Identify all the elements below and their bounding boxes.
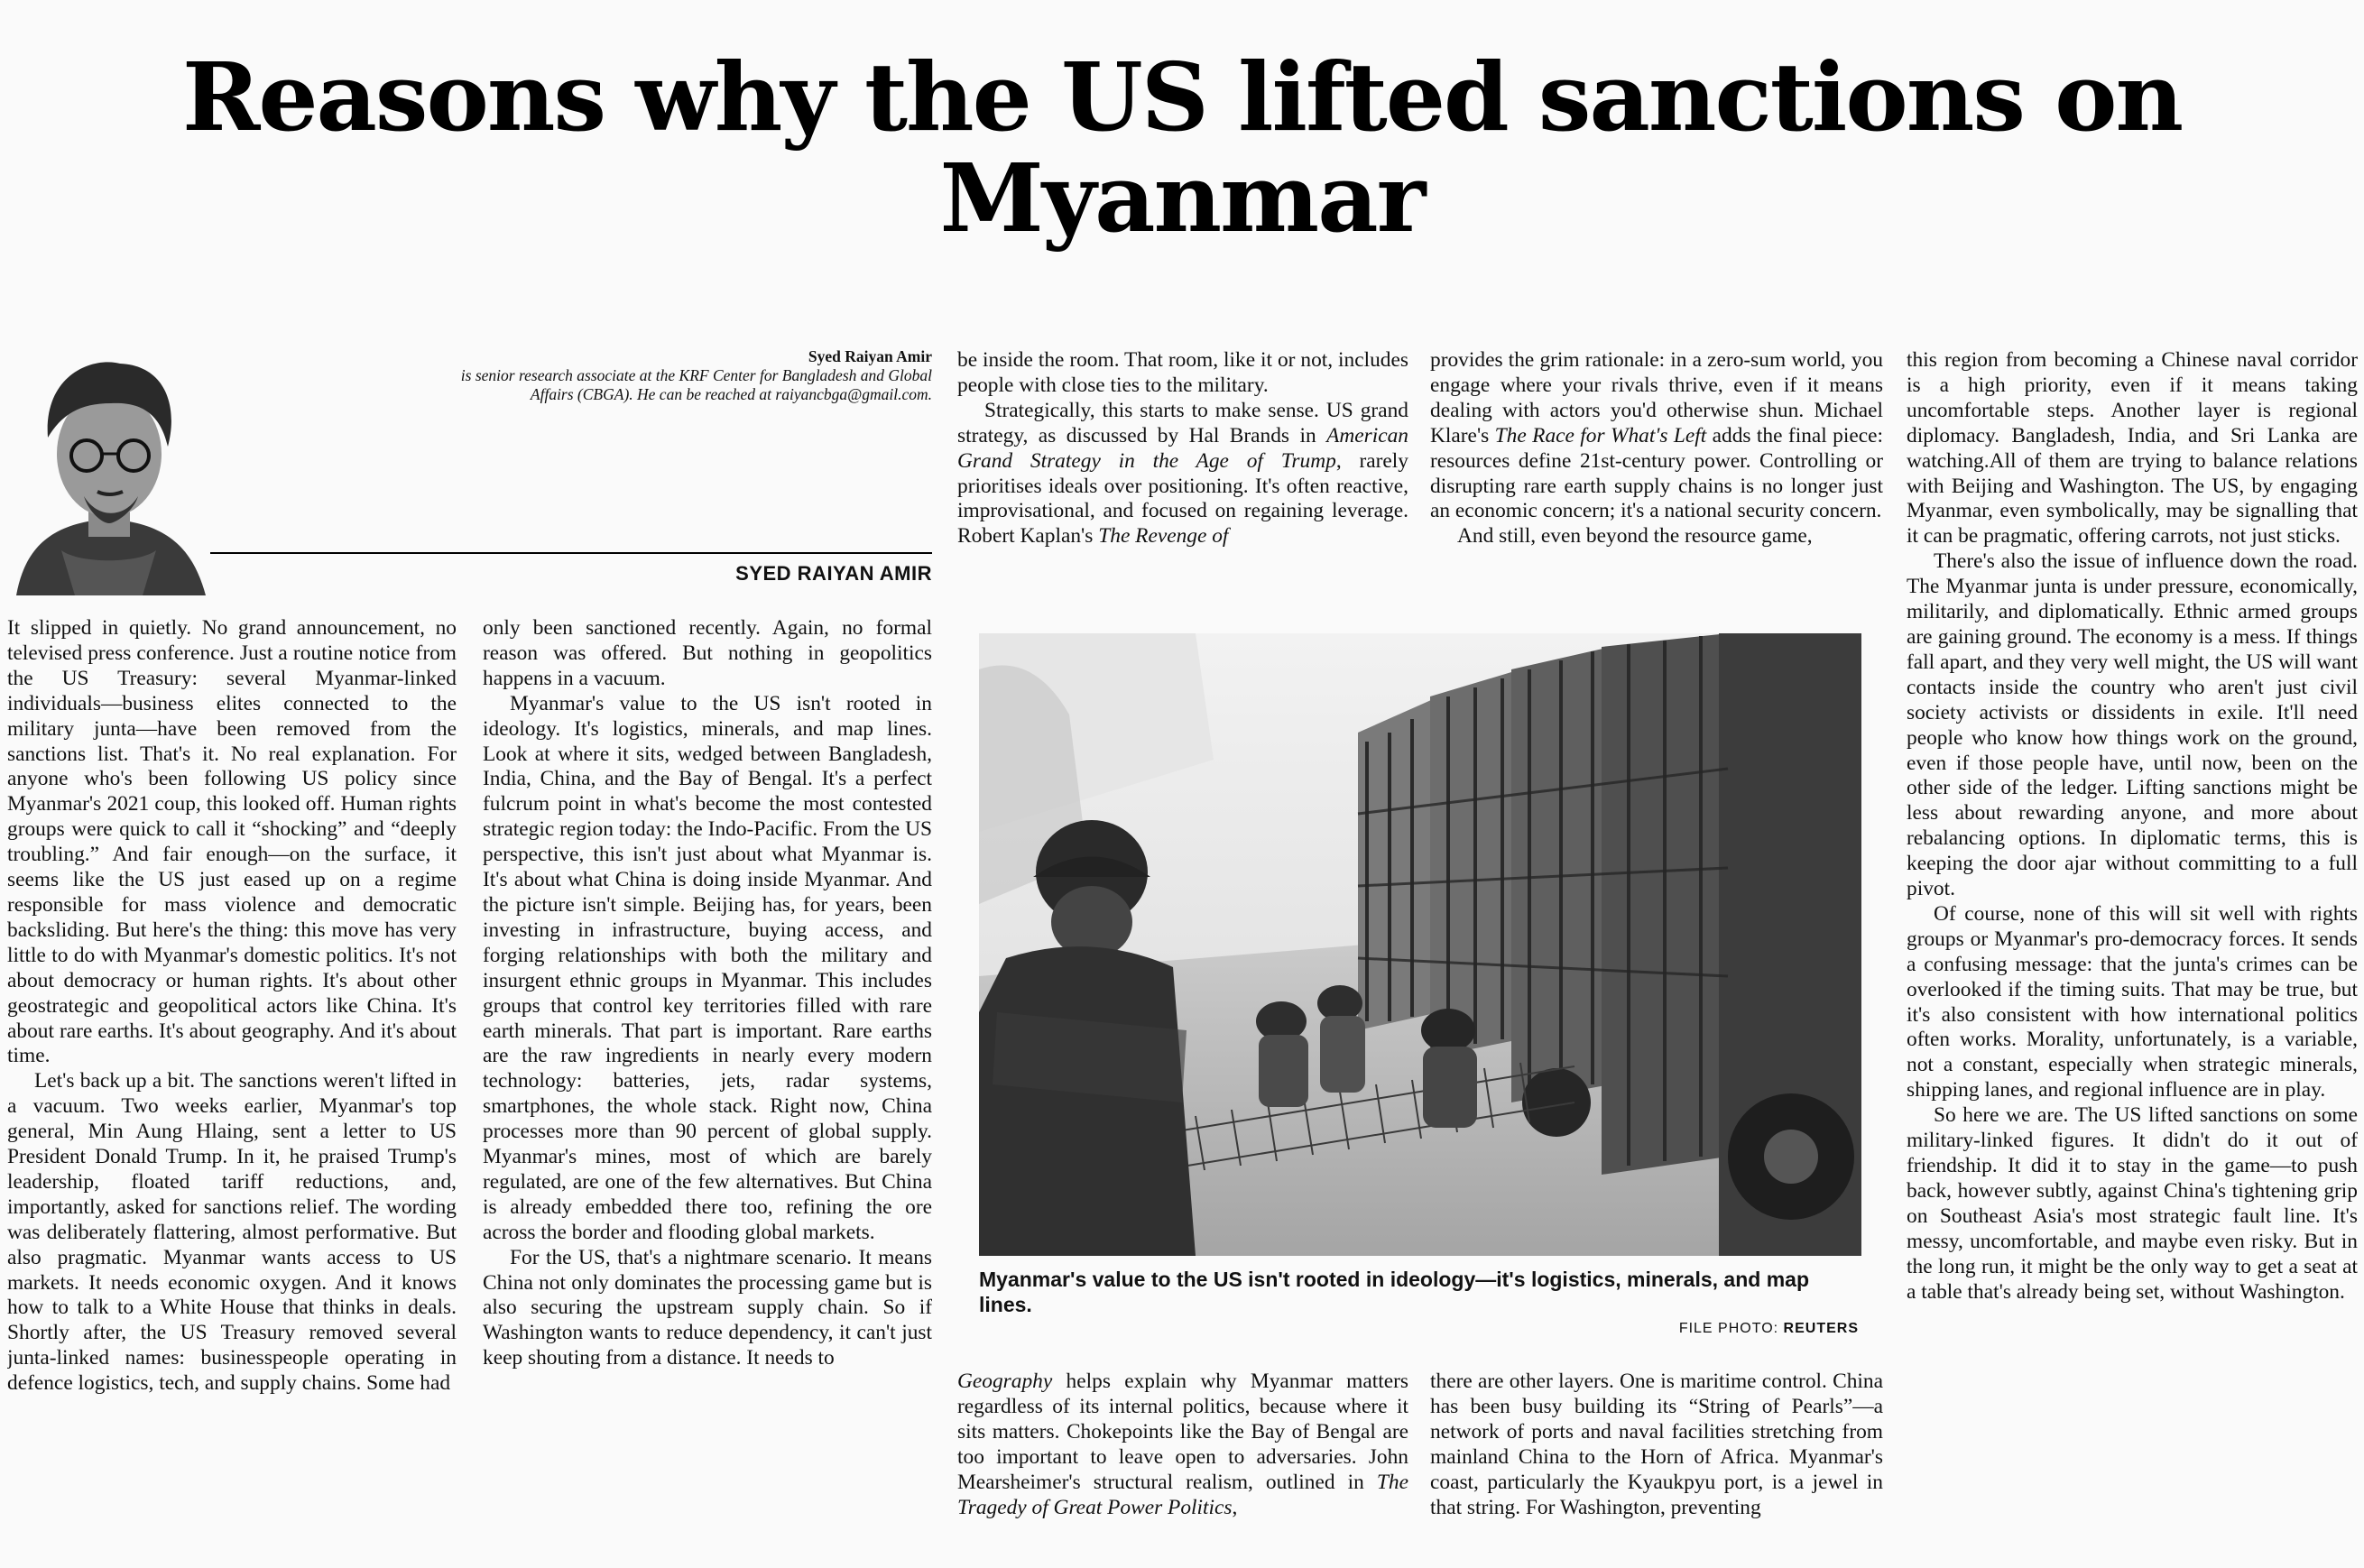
author-photo-image (7, 338, 210, 595)
paragraph: this region from becoming a Chinese naval corridor is a high priority, even if it means taking uncomfortable steps. Another layer is regional diplomacy. Bangladesh, India, and Sri Lanka are watching.All of them are trying to balance relations with Beijing and Washington. The US, by engaging Myanmar, even symbolically, may be signalling that it can be pragmatic, offering carrots, not just sticks. (1907, 348, 2358, 549)
author-bio-text: is senior research associate at the KRF Center for Bangladesh and Global Affairs (CBGA). He can be reached at raiyancbga@gmail.com. (460, 366, 932, 403)
paragraph (957, 1370, 1408, 1520)
paragraph: So here we are. The US lifted sanctions on some military-linked figures. It didn't do it out of friendship. It did it to stay in the game—to push back, however subtly, against China's tightening grip on Southeast Asia's most strategic fault line. It's messy, uncomfortable, and maybe even risky. But in the long run, it might be the only way to get a seat at a table that's already being set, without Washington. (1907, 1103, 2358, 1304)
column-5 (1907, 348, 2358, 1564)
paragraph: only been sanctioned recently. Again, no formal reason was offered. But nothing in geopolitics happens in a vacuum. (483, 616, 932, 690)
byline: SYED RAIYAN AMIR (735, 562, 932, 585)
credit-prefix: FILE PHOTO: (1678, 1321, 1779, 1336)
book-title: Geography (957, 1370, 1053, 1393)
author-portrait (7, 338, 210, 595)
text-run: , (1232, 1495, 1238, 1519)
paragraph: Myanmar's value to the US isn't rooted in ideology. It's logistics, minerals, and map lines. Look at where it sits, wedged between Bangladesh, India, China, and the Bay of Bengal. It's a perfect fulcrum point in what's become the most contested strategic region today: the Indo-Pacific. From the US perspective, this isn't just about what Myanmar is. It's about what China is doing inside Myanmar. And the picture isn't simple. Beijing has, for years, been investing in infrastructure, buying access, and forging relationships with both the military and insurgent ethnic groups in Myanmar. This includes groups that control key territories filled with rare earth minerals. That part is important. Rare earths are the raw ingredients in nearly every modern technology: batteries, jets, radar systems, smartphones, the whole stack. Right now, China processes more than 90 percent of global supply. Myanmar's mines, most of which are barely regulated, are one of the few alternatives. But China is already embedded there too, refining the ore across the border and flooding global markets. (483, 691, 932, 1244)
credit-source: REUTERS (1783, 1321, 1859, 1336)
column-4-top (1430, 348, 1883, 610)
author-bio (427, 347, 932, 404)
paragraph (1430, 348, 1883, 524)
book-title: The Revenge of (1098, 524, 1229, 549)
book-title: American Grand Strategy in the Age of Trump (957, 423, 1408, 473)
column-1 (7, 616, 457, 1563)
paragraph: be inside the room. That room, like it or not, includes people with close ties to the military. (957, 348, 1408, 397)
author-rule (210, 552, 932, 554)
author-box (7, 338, 932, 595)
text-run: provides the grim rationale: in a zero-sum world, you engage where your rivals thrive, even if it means dealing with actors you'd otherwise shun. Michael Klare's (1430, 348, 1883, 447)
text-run: Strategically, this starts to make sense. US grand strategy, as discussed by Hal Brands in (957, 398, 1408, 447)
paragraph: There's also the issue of influence down the road. The Myanmar junta is under pressure, economically, militarily, and diplomatically. Ethnic armed groups are gaining ground. The economy is a mess. If things fall apart, and they very well might, the US will want contacts inside the country who aren't just civil society activists or dissidents in exile. It'll need people who know how things work on the ground, even if those people have, until now, been on the other side of the ledger. Lifting sanctions might be less about rewarding anyone, and more about rebalancing options. In diplomatic terms, this is keeping the door ajar without committing to a full pivot. (1907, 549, 2358, 901)
column-2 (483, 616, 932, 1563)
paragraph: And still, even beyond the resource game, (1457, 524, 1813, 549)
paragraph: It slipped in quietly. No grand announcement, no televised press conference. Just a routine notice from the US Treasury: several Myanmar-linked individuals—business elites connected to the military junta—have been removed from the sanctions list. That's it. No real explanation. For anyone who's been following US policy since Myanmar's 2021 coup, this looked off. Human rights groups were quick to call it “shocking” and “deeply troubling.” And fair enough—on the surface, it seems like the US just eased up on a regime responsible for mass violence and democratic backsliding. But here's the thing: this move has very little to do with Myanmar's domestic politics. It's not about democracy or human rights. It's about other geostrategic and geopolitical actors like China. It's about rare earths. It's about geography. And it's about time. (7, 616, 457, 1068)
photo-caption: Myanmar's value to the US isn't rooted in ideology—it's logistics, minerals, and map lines. (979, 1268, 1809, 1316)
article-photo (979, 633, 1861, 1256)
paragraph (957, 399, 1408, 549)
author-name: Syed Raiyan Amir (808, 347, 932, 365)
text-run: , rarely prioritises ideals over positioning. It's often reactive, improvisational, and focused on regaining leverage. Robert Kaplan's (957, 448, 1408, 549)
book-title: The Race for What's Left (1494, 423, 1707, 447)
paragraph: Let's back up a bit. The sanctions weren't lifted in a vacuum. Two weeks earlier, Myanmar's top general, Min Aung Hlaing, sent a letter to US President Donald Trump. In it, he praised Trump's leadership, floated tariff reductions, and, importantly, asked for sanctions relief. The wording was deliberately flattering, almost performative. But also pragmatic. Myanmar wants access to US markets. It needs economic oxygen. And it knows how to talk to a White House that thinks in deals. Shortly after, the US Treasury removed several junta-linked names: businesspeople operating in defence logistics, tech, and supply chains. Some had (7, 1069, 457, 1396)
photo-credit (1588, 1321, 1859, 1337)
column-4-bottom (1430, 1370, 1883, 1563)
column-3-bottom (957, 1370, 1408, 1563)
book-title: The Tragedy of Great Power Politics (957, 1470, 1408, 1519)
paragraph: For the US, that's a nightmare scenario. It means China not only dominates the processing game but is also securing the upstream supply chain. So if Washington wants to reduce dependency, it can't just keep shouting from a distance. It needs to (483, 1245, 932, 1370)
soldiers-trucks-photo (979, 633, 1861, 1256)
headline: Reasons why the US lifted sanctions on Myanmar (181, 42, 2183, 254)
paragraph: there are other layers. One is maritime control. China has been busy building its “String of Pearls”—a network of ports and naval facilities stretching from mainland China to the Horn of Africa. Myanmar's coast, particularly the Kyaukpyu port, is a jewel in that string. For Washington, preventing (1430, 1370, 1883, 1519)
paragraph: Of course, none of this will sit well with rights groups or Myanmar's pro-democracy forces. It sends a confusing message: that the junta's crimes can be overlooked if the timing suits. That may be true, but it's also consistent with how international politics often works. Morality, unfortunately, is a variable, not a constant, especially when strategic minerals, shipping lanes, and regional influence are in play. (1907, 901, 2358, 1102)
column-3-top (957, 348, 1408, 610)
text-run: adds the final piece: resources define 21st-century power. Controlling or disrupting rare earth supply chains is no longer just an economic concern; it's a national security concern. (1430, 423, 1883, 523)
text-run: helps explain why Myanmar matters regardless of its internal politics, because where it sits matters. Chokepoints like the Bay of Bengal are too important to leave open to adversaries. John Mearsheimer's structural realism, outlined in (957, 1370, 1408, 1494)
